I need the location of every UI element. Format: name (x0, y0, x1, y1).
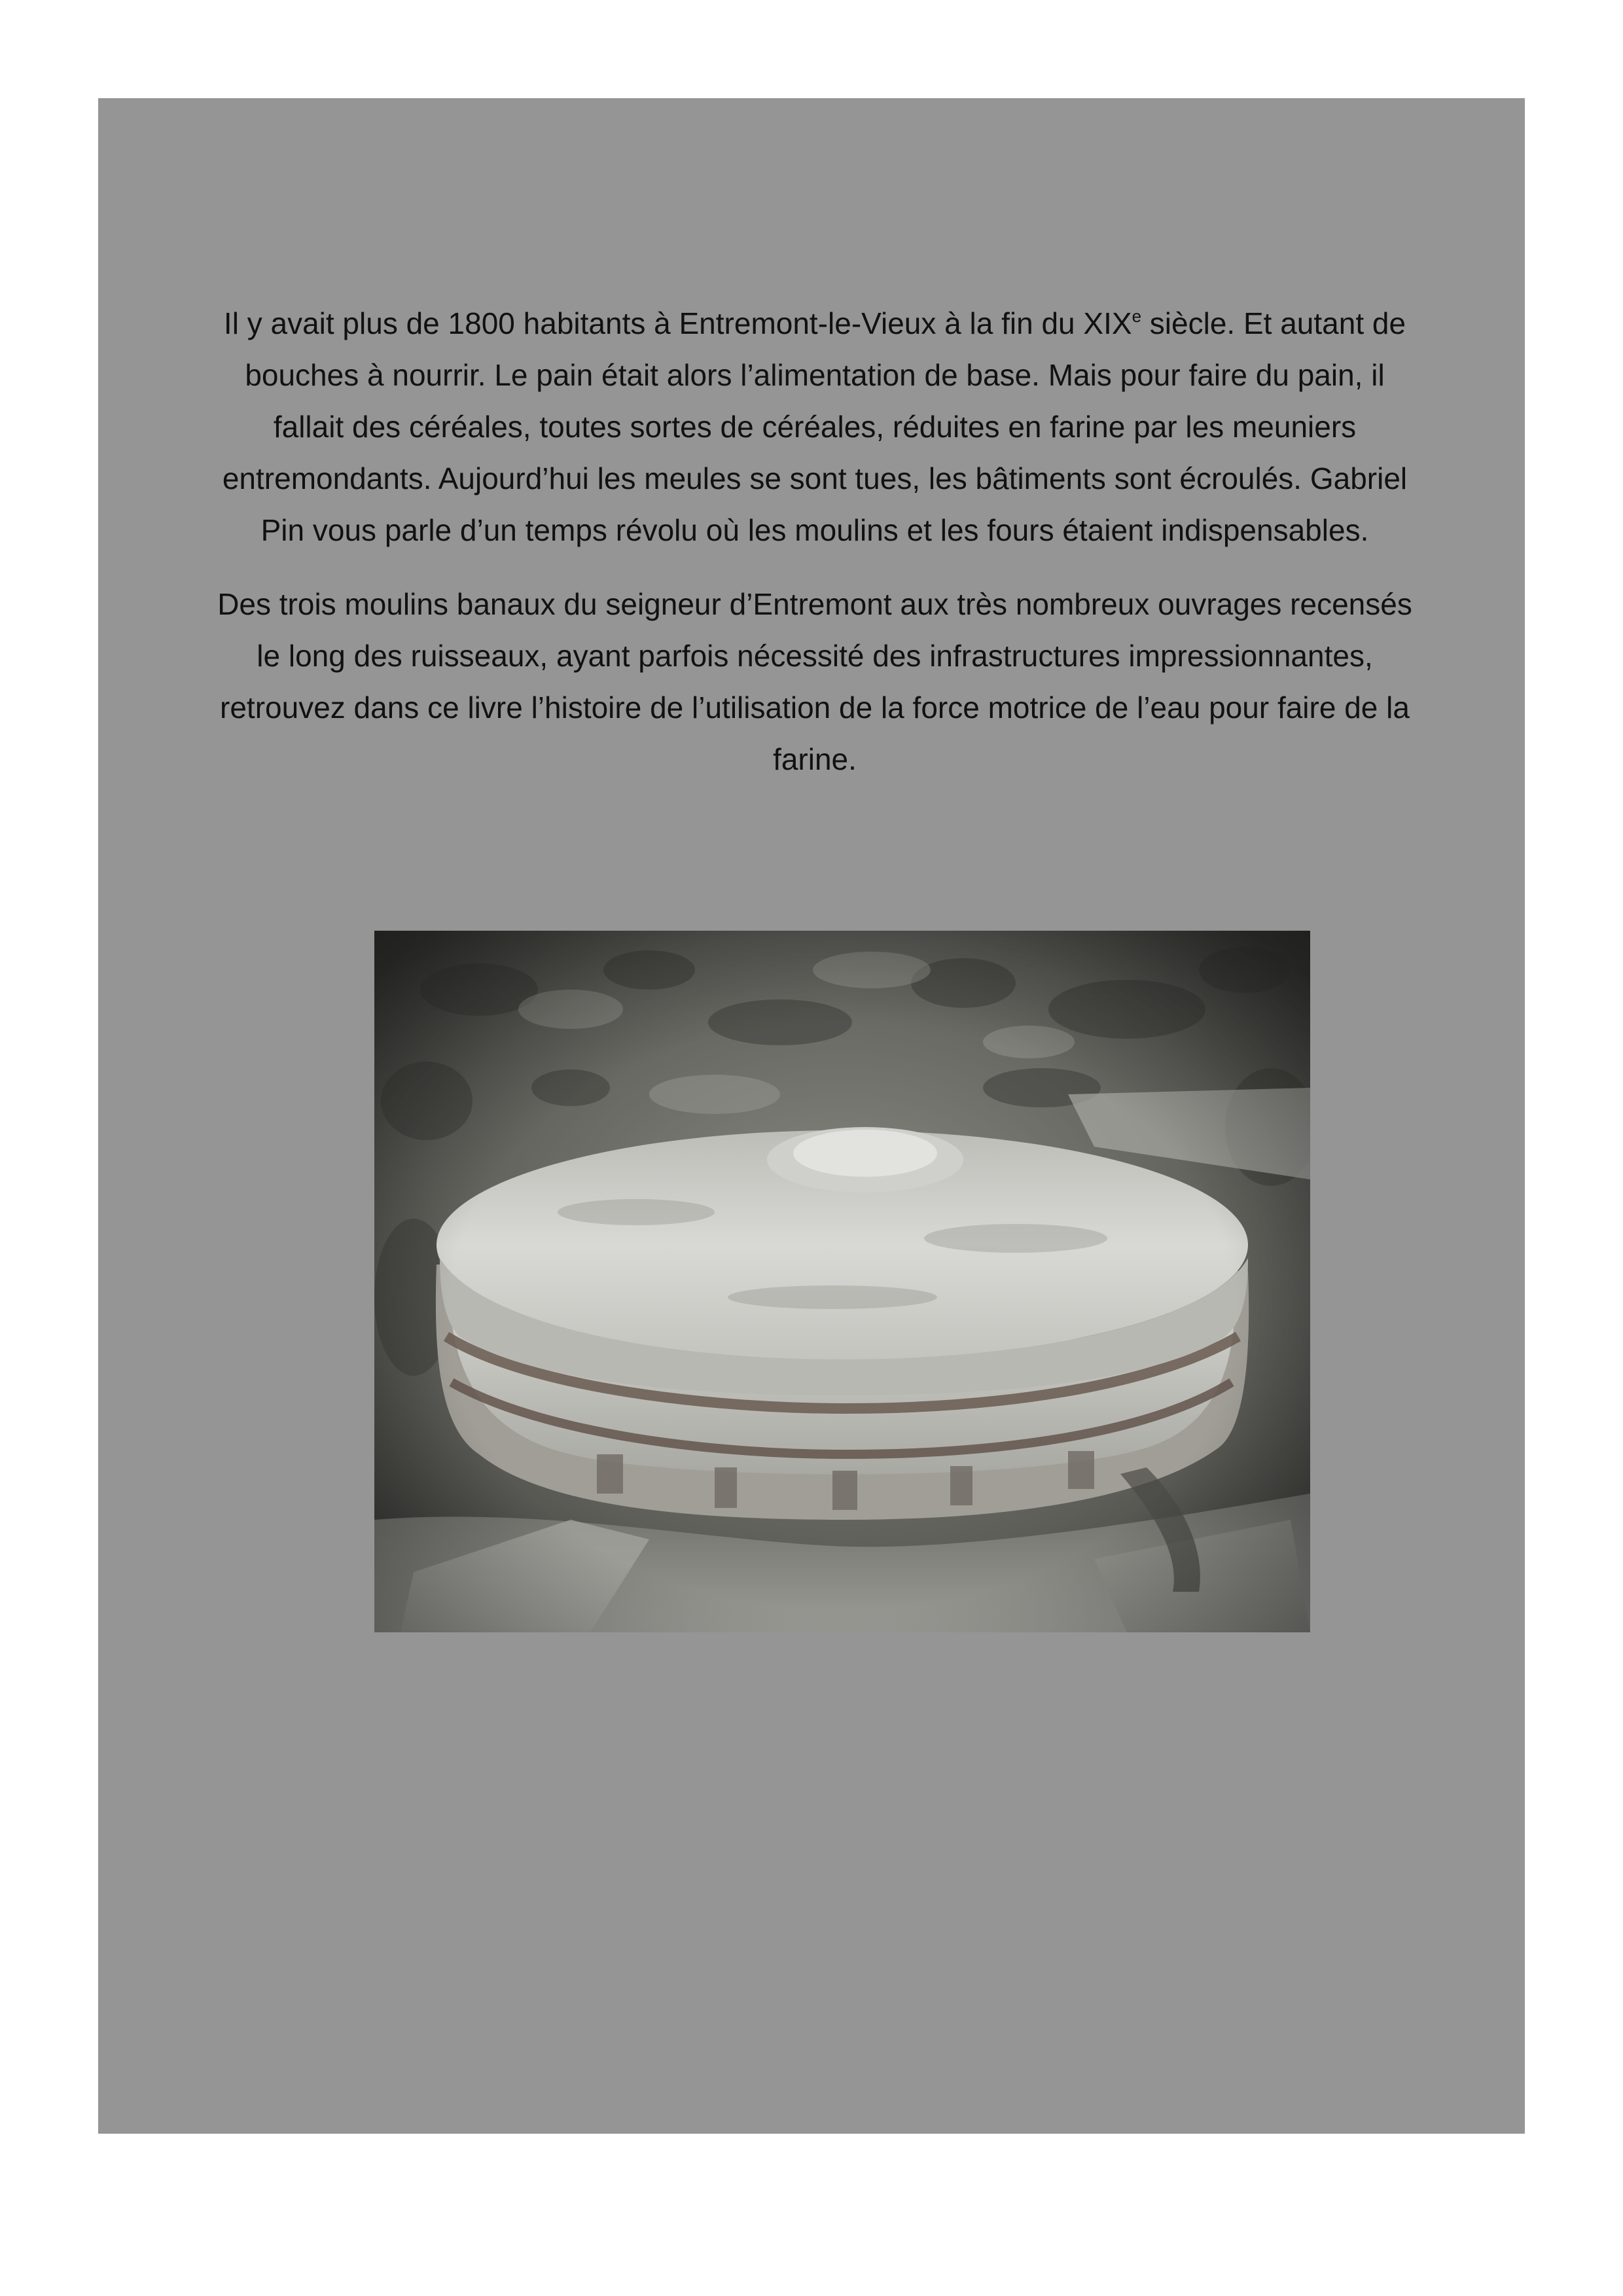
millstone-photo (374, 931, 1310, 1632)
century-superscript: e (1132, 306, 1142, 326)
intro-text-start: Il y avait plus de 1800 habitants à Entremont-le-Vieux à la fin du XIX (223, 306, 1132, 340)
millstone-illustration (374, 931, 1310, 1632)
description-paragraph: Des trois moulins banaux du seigneur d’Entremont aux très nombreux ouvrages recensés le long des ruisseaux, ayant parfois nécessité des infrastructures impressionnantes, retrouvez dans ce livre l’histoire de l’utilisation de la force motrice de l’eau pour faire de la farine. (217, 587, 1412, 776)
intro-text-end: siècle. Et autant de bouches à nourrir. Le pain était alors l’alimentation de base. Mais pour faire du pain, il fallait des céréales, toutes sortes de céréales, réduites en farine par les meuniers entremondants. Aujourd’hui les meules se sont tues, les bâtiments sont écroulés. Gabriel Pin vous parle d’un temps révolu où les moulins et les fours étaient indispensables. (222, 306, 1408, 547)
intro-paragraph (216, 298, 1414, 556)
back-cover-text (216, 298, 1414, 785)
